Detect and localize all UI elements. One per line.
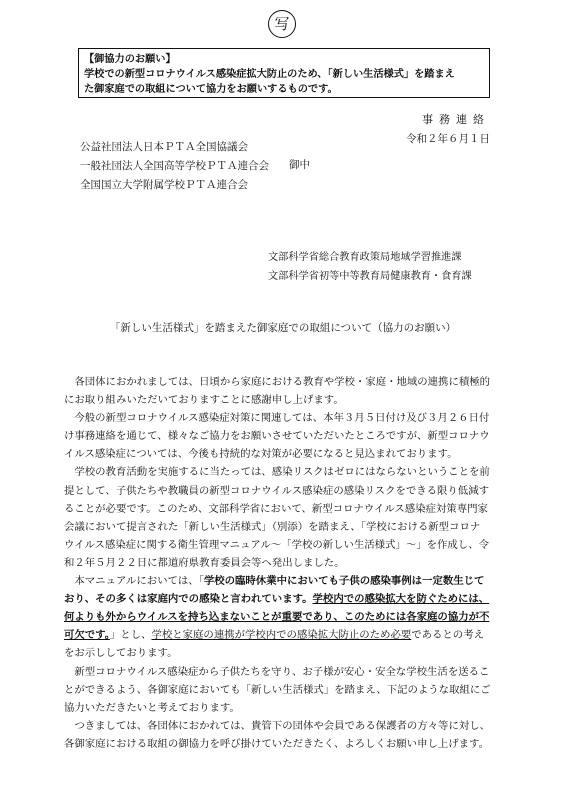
body-line: ることが必要です。このため、文部科学省において、新型コロナウイルス感染症対策専門家 — [64, 502, 488, 515]
bold-text: 学校の臨時休業中においても子供の感染事例は一定数生じて — [203, 575, 485, 588]
sender: 文部科学省初等中等教育局健康教育・食育課 — [268, 271, 472, 282]
body-line: 協力いただきたいと考えております。 — [64, 701, 240, 714]
body-line: イルス感染症については、今後も持続的な対策が必要になると見込まれております。 — [64, 448, 458, 461]
body-line: け事務連絡を通じて、様々なご協力をお願いさせていただいたところですが、新型コロナウ — [64, 430, 490, 443]
recipient: 公益社団法人日本ＰＴＡ全国協議会 — [80, 141, 248, 153]
bold-text: おり、その多くは家庭内での感染と言われています。 — [64, 593, 313, 606]
body-line: をお示ししております。 — [64, 647, 178, 660]
recipient: 全国国立大学附属学校ＰＴＡ連合会 — [80, 179, 248, 191]
bold-underlined-text: 学校内での感染拡大を防ぐためには、 — [312, 593, 490, 606]
recipient: 一般社団法人全国高等学校ＰＴＡ連合会 — [80, 160, 269, 172]
bold-underlined-text: 何よりも外からウイルスを持ち込まないことが重要であり、このためには各家庭の協力が不 — [64, 611, 490, 624]
body-line: 会議において提言された「新しい生活様式」（別添）を踏まえ、「学校における新型コロナ — [64, 520, 481, 533]
body-line: 各団体におかれましては、日頃から家庭における教育や学校・家庭・地域の連携に積極的 — [64, 376, 491, 388]
body-line: 学校の教育活動を実施するに当たっては、感染リスクはゼロにはならないということを前 — [64, 466, 490, 479]
document-title: 「新しい生活様式」を踏まえた御家庭での取組について（協力のお願い） — [109, 322, 457, 334]
body-line: 和２年５月２２日に都道府県教育委員会等へ発出しました。 — [64, 556, 345, 569]
body-line: にお取り組みいただいておりますことに感謝申し上げます。 — [64, 394, 344, 407]
body-line: とができるよう、各御家庭においても「新しい生活様式」を踏まえ、下記のような取組にご — [64, 683, 491, 696]
copy-stamp: 写 — [268, 10, 296, 38]
recipient-list — [80, 138, 269, 195]
body-line — [64, 608, 504, 626]
body-line: 提として、子供たちや教職員の新型コロナウイルス感染症の感染リスクをできる限り低減す — [64, 484, 489, 497]
body-line — [64, 572, 504, 590]
sender: 文部科学省総合教育政策局地域学習推進課 — [268, 252, 462, 263]
body-line — [64, 626, 504, 644]
underlined-text: 学校と家庭の連携が学校内での感染拡大防止のため必要 — [151, 629, 412, 642]
notice-heading: 【御協力のお願い】 — [84, 54, 176, 65]
body-line: 新型コロナウイルス感染症から子供たちを守り、お子様が安心・安全な学校生活を送るこ — [64, 665, 490, 678]
body-line: つきましては、各団体におかれては、貴管下の団体や会員である保護者の方々等に対し、 — [64, 719, 491, 732]
document-body — [64, 373, 504, 753]
text-span: であるとの考え — [411, 629, 484, 642]
bold-underlined-text: 可欠です。 — [64, 629, 110, 642]
text-span: 本マニュアルにおいては、「 — [64, 575, 204, 588]
document-date: 令和２年６月１日 — [406, 133, 490, 145]
honorific: 御中 — [289, 159, 310, 171]
text-span: 」とし、 — [109, 629, 152, 642]
cooperation-notice-box — [78, 48, 490, 98]
body-line: ウイルス感染症に関する衛生管理マニュアル～「学校の新しい生活様式」～」を作成し、令 — [64, 538, 489, 551]
notice-line: 学校での新型コロナウイルス感染症拡大防止のため、「新しい生活様式」を踏まえ — [84, 69, 455, 80]
body-line: 各御家庭における取組の御協力を呼び掛けていただきたく、よろしくお願い申し上げます。 — [64, 737, 489, 750]
sender-list — [268, 248, 472, 286]
body-line: 今般の新型コロナウイルス感染症対策に関連しては、本年３月５日付け及び３月２６日付 — [64, 412, 490, 425]
notice-line: た御家庭での取組について協力をお願いするものです。 — [84, 84, 338, 95]
document-type: 事務連絡 — [422, 113, 490, 126]
body-line — [64, 590, 504, 608]
